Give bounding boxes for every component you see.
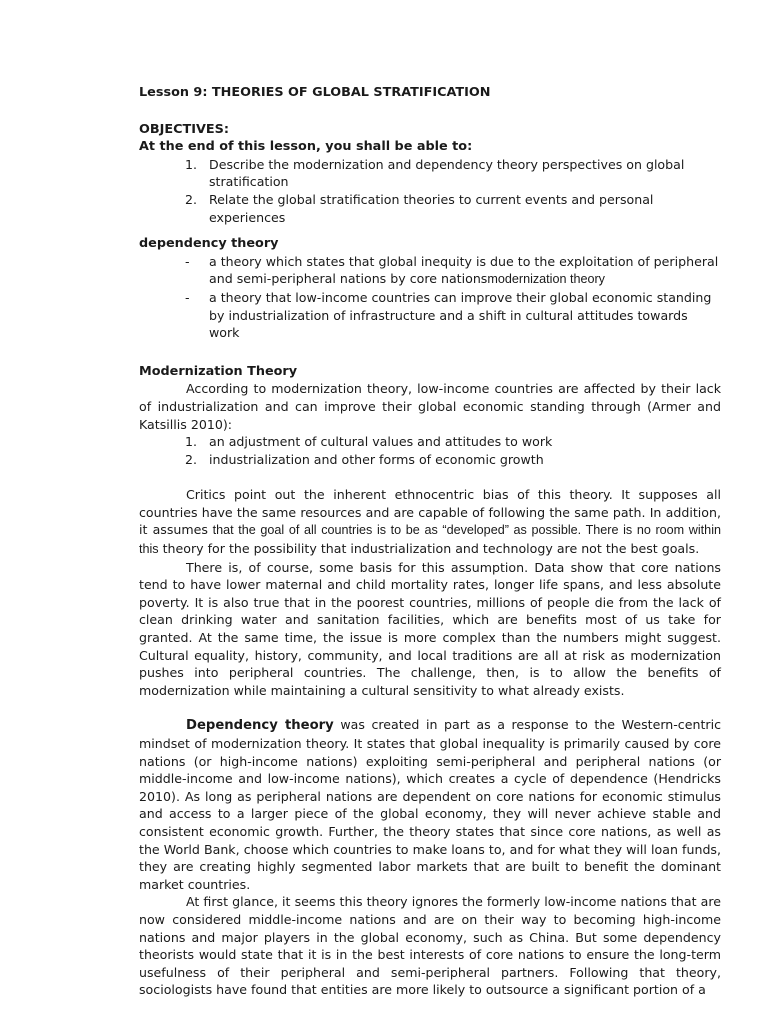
list-item-text: an adjustment of cultural values and attitudes to work [209, 434, 553, 450]
list-item-tail: modernization theory [487, 272, 605, 287]
list-marker: 1. [185, 434, 198, 450]
lesson-title: Lesson 9: THEORIES OF GLOBAL STRATIFICATION [139, 85, 491, 100]
assumption-paragraph: There is, of course, some basis for this assumption. Data show that core nations tend to have lower maternal and child mortality rates, longer life spans, and less absolute poverty. It is also true that in the poorest countries, millions of people die from the lack of clean drinking water and sanitation facilities, which are benefits most of us take for granted. At the same time, the issue is more complex than the numbers might suggest. Cultural equality, history, community, and local traditions are all at risk as modernization pushes into peripheral countries. The challenge, then, is to allow the benefits of modernization while maintaining a cultural sensitivity to what already exists. [139, 559, 721, 698]
list-item-text: Describe the modernization and dependency theory perspectives on global stratification [209, 156, 685, 190]
list-marker: - [185, 253, 190, 269]
list-item-text: a theory which states that global inequity is due to the exploitation of peripheral and semi-peripheral nations by core nations [209, 253, 719, 287]
list-item [139, 451, 721, 469]
critics-text-c: theory for the possibility that industrialization and technology are not the best goals. [158, 541, 700, 557]
objectives-intro: At the end of this lesson, you shall be able to: [139, 139, 473, 155]
list-item-text: industrialization and other forms of economic growth [209, 451, 544, 467]
modernization-list [139, 433, 721, 468]
critics-paragraph [139, 486, 721, 558]
dependency-paragraph [139, 716, 721, 893]
list-item [139, 289, 721, 342]
list-item-text: a theory that low-income countries can improve their global economic standing by industrialization of infrastructure and a shift in cultural attitudes towards work [209, 289, 712, 341]
list-item-text: Relate the global stratification theories to current events and personal experiences [209, 191, 654, 225]
list-item [139, 253, 721, 289]
list-marker: 2. [185, 191, 198, 207]
definitions-heading: dependency theory [139, 236, 279, 252]
list-marker: 1. [185, 156, 198, 172]
critics-text-b: that the goal of all countries is to be as “developed” as possible. There is no room within this [139, 523, 721, 557]
dependency-text: was created in part as a response to the Western-centric mindset of modernization theory. It states that global inequality is primarily caused by core nations (or high-income nations) exploiting semi-peripheral and peripheral nations (or middle-income and low-income nations), which creates a cycle of dependence (Hendricks 2010). As long as peripheral nations are dependent on core nations for economic stimulus and access to a larger piece of the global economy, they will never achieve stable and consistent economic growth. Further, the theory states that since core nations, as well as the World Bank, choose which countries to make loans to, and for what they will loan funds, they are creating highly segmented labor markets that are built to benefit the dominant market countries. [139, 717, 721, 892]
objectives-heading: OBJECTIVES: [139, 121, 229, 137]
list-marker: - [185, 289, 190, 305]
list-marker: 2. [185, 451, 198, 467]
list-item [139, 156, 721, 191]
definitions-list [139, 253, 721, 342]
modernization-paragraph: According to modernization theory, low-income countries are affected by their lack of industrialization and can improve their global economic standing through (Armer and Katsillis 2010): [139, 381, 721, 432]
dependency-lead: Dependency theory [186, 718, 334, 734]
critics-text-a: Critics point out the inherent ethnocentric bias of this theory. It supposes all countries have the same resources and are capable of following the same path. In addition, it assumes [139, 487, 721, 538]
list-item [139, 191, 721, 226]
dependency-paragraph-2: At first glance, it seems this theory ignores the formerly low-income nations that are now considered middle-income nations and are on their way to becoming high-income nations and major players in the global economy, such as China. But some dependency theorists would state that it is in the best interests of core nations to ensure the long-term usefulness of their peripheral and semi-peripheral partners. Following that theory, sociologists have found that entities are more likely to outsource a significant portion of a [139, 894, 721, 998]
modernization-heading: Modernization Theory [139, 363, 298, 379]
list-item [139, 433, 721, 451]
objectives-list [139, 156, 721, 226]
